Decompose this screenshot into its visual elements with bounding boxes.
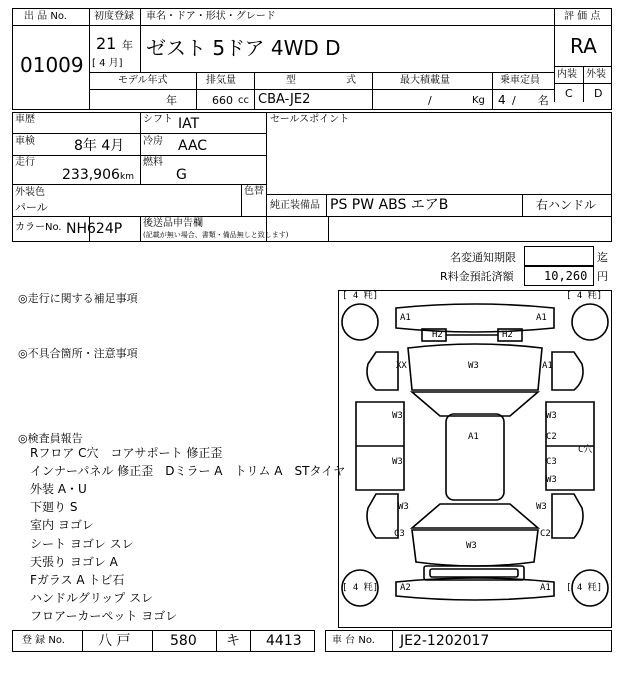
max-load-label: 最大積載量	[400, 75, 450, 86]
driving-label: ◎走行に関する補足事項	[18, 292, 138, 305]
damage-label: W3	[546, 411, 557, 421]
tire-rr: 4	[576, 583, 583, 593]
grade-score: RA	[570, 34, 597, 58]
inspector-line: 外装 A・U	[30, 482, 87, 496]
damage-label: XX	[396, 361, 407, 371]
damage-label: A1	[536, 313, 547, 323]
tire-unit: 粍	[363, 291, 373, 301]
inspector-line: フロアーカーペット ヨゴレ	[30, 609, 178, 623]
color-no-label: カラーNo.	[15, 222, 62, 233]
damage-label: W3	[466, 541, 477, 551]
inspector-line: 天張り ヨゴレ A	[30, 555, 118, 569]
reg-class: 580	[170, 633, 197, 649]
chassis-no: JE2-1202017	[400, 633, 490, 649]
defect-label: ◎不具合箇所・注意事項	[18, 347, 138, 360]
car-outline-icon	[338, 290, 612, 628]
ac: AAC	[178, 138, 208, 154]
equipment-label: 純正装備品	[270, 200, 320, 211]
lot-no-label: 出 品 No.	[24, 11, 67, 22]
exterior-label: 外装	[586, 69, 606, 80]
exterior-color-label: 外装色	[15, 187, 45, 198]
handle: 右ハンドル	[536, 198, 597, 212]
capacity-unit: / 名	[512, 94, 549, 107]
inspection-label: 車検	[15, 136, 35, 147]
recycle-label: R料金預託済額	[440, 270, 514, 283]
inspector-line: ハンドルグリップ スレ	[30, 591, 154, 605]
damage-label: A1	[400, 313, 411, 323]
inspection: 8年 4月	[74, 138, 125, 154]
name-change-unit: 迄	[597, 251, 608, 264]
damage-label: C3	[546, 457, 557, 467]
damage-label: A2	[400, 583, 411, 593]
inspector-line: 室内 ヨゴレ	[30, 518, 94, 532]
damage-label: W3	[398, 502, 409, 512]
damage-label: W3	[536, 502, 547, 512]
damage-label: C2	[546, 432, 557, 442]
after-report-note: (記載が無い場合、書類・備品無しと致します)	[143, 231, 289, 239]
tire-fr: 4	[576, 291, 583, 301]
color-no: NH624P	[66, 221, 123, 237]
history-label: 車歴	[15, 114, 35, 125]
damage-label: C3	[394, 529, 405, 539]
capacity-label: 乗車定員	[500, 75, 540, 86]
exterior-color: パール	[15, 201, 48, 214]
reg-month: [ 4 月]	[92, 58, 123, 69]
recycle-unit: 円	[597, 270, 608, 283]
inspector-line: シート ヨゴレ スレ	[30, 537, 134, 551]
year-unit: 年	[122, 39, 133, 52]
vehicle-name-label: 車名・ドア・形状・グレード	[146, 11, 276, 22]
model-code: CBA-JE2	[258, 92, 311, 107]
model-label: 型 式	[286, 75, 356, 86]
fuel: G	[176, 167, 187, 183]
tire-unit: 粍	[587, 583, 597, 593]
displacement-unit: cc	[238, 95, 249, 106]
mileage-unit: km	[120, 172, 134, 182]
capacity: 4	[498, 93, 506, 107]
inspector-line: 下廻り S	[30, 500, 78, 514]
fuel-label: 燃料	[143, 157, 163, 168]
inspector-label: ◎検査員報告	[18, 432, 83, 445]
mileage-label: 走行	[15, 157, 35, 168]
inspector-line: Rフロア C穴 コアサポート 修正歪	[30, 446, 223, 460]
displacement: 660	[212, 94, 233, 107]
damage-label: A1	[542, 361, 553, 371]
damage-label: W3	[468, 361, 479, 371]
recycle-amount: 10,260	[544, 269, 588, 283]
shift-label: シフト	[143, 114, 173, 125]
max-load: /	[428, 94, 432, 107]
displacement-label: 排気量	[206, 75, 236, 86]
lot-no: 01009	[20, 53, 84, 77]
interior-label: 内装	[557, 69, 577, 80]
model-year-label: モデル年式	[118, 75, 168, 86]
inspector-line: インナーパネル 修正歪 Dミラー A トリム A STタイヤ	[30, 464, 346, 478]
mileage: 233,906	[62, 167, 120, 183]
tire-rl: 4	[352, 583, 359, 593]
max-load-unit: Kg	[472, 95, 485, 106]
model-year-unit: 年	[166, 94, 177, 107]
tire-unit: 粍	[363, 583, 373, 593]
inspector-line: Fガラス A トビ石	[30, 573, 125, 587]
sales-point-label: セールスポイント	[270, 114, 350, 125]
damage-label: W3	[546, 475, 557, 485]
damage-label: H2	[432, 330, 443, 340]
name-change-label: 名変通知期限	[450, 251, 516, 264]
name-change-box	[524, 246, 594, 266]
reg-number: 4413	[266, 633, 302, 649]
damage-label: H2	[502, 330, 513, 340]
reg-region: 八 戸	[98, 633, 131, 649]
equipment: PS PW ABS エアB	[330, 197, 449, 213]
damage-label: A1	[540, 583, 551, 593]
after-report-label: 後送品申告欄	[143, 218, 203, 229]
first-reg-label: 初度登録	[94, 11, 134, 22]
reg-no-label: 登 録 No.	[22, 635, 65, 646]
damage-label: A1	[468, 432, 479, 442]
shift: IAT	[178, 116, 200, 132]
tire-fl: 4	[352, 291, 359, 301]
reg-kana: キ	[226, 633, 240, 649]
ac-label: 冷房	[143, 136, 163, 147]
damage-label: C2	[540, 529, 551, 539]
color-change-label: 色替	[244, 186, 264, 197]
vehicle-name: ゼスト 5ドア 4WD D	[146, 36, 341, 60]
tire-unit: 粍	[587, 291, 597, 301]
grade-label: 評 価 点	[564, 11, 601, 22]
damage-label: W3	[392, 411, 403, 421]
exterior-score: D	[594, 87, 603, 100]
interior-score: C	[565, 87, 573, 100]
damage-label: C穴	[578, 445, 593, 455]
reg-year: 21	[96, 34, 117, 53]
chassis-label: 車 台 No.	[332, 635, 375, 646]
damage-label: W3	[392, 457, 403, 467]
